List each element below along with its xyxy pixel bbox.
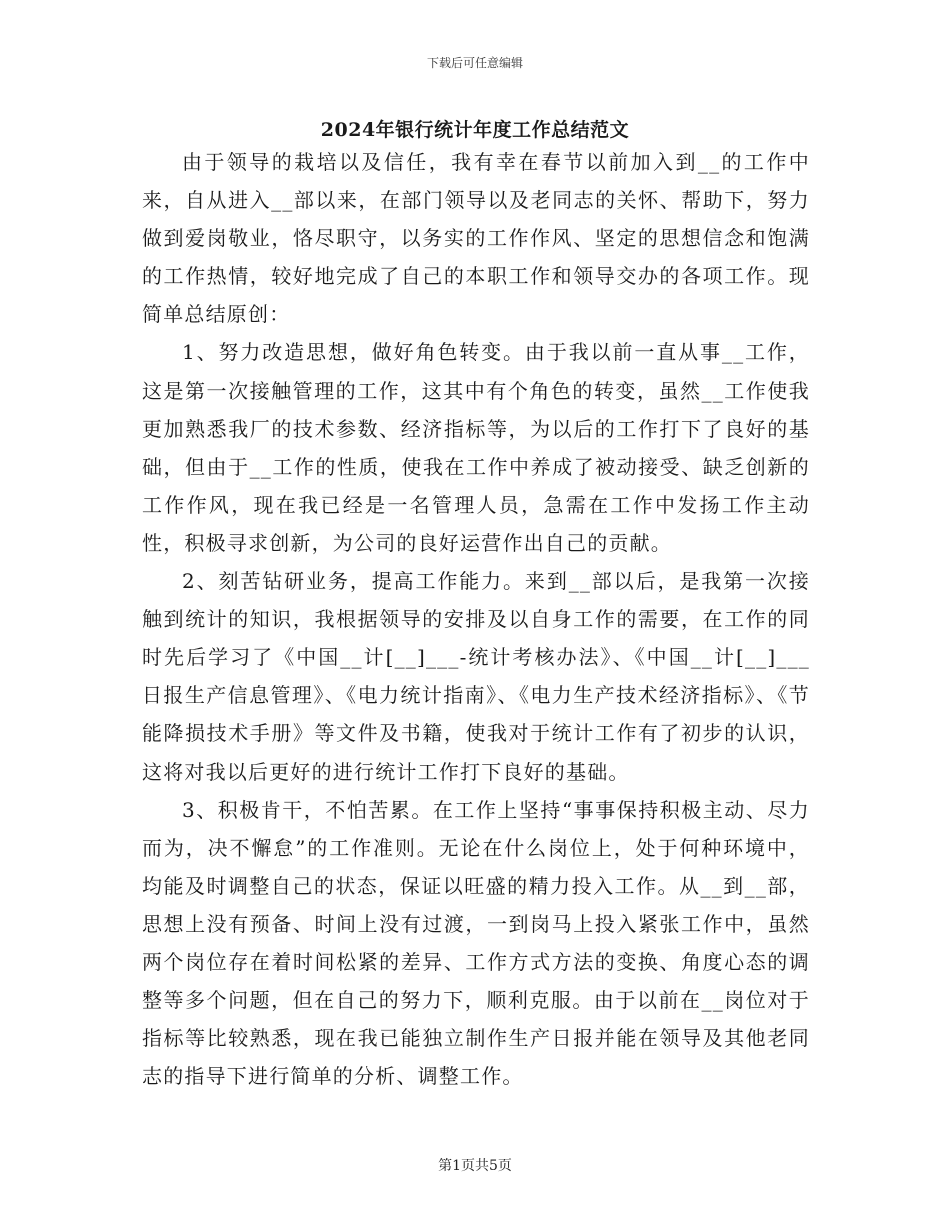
- paragraph-intro: 由于领导的栽培以及信任，我有幸在春节以前加入到__的工作中来，自从进入__部以来，在部门领导以及老同志的关怀、帮助下，努力做到爱岗敬业，恪尽职守，以务实的工作作风、坚定的思想信念和饱满的工作热情，较好地完成了自己的本职工作和领导交办的各项工作。现简单总结原创：: [142, 150, 810, 327]
- document-body: [142, 143, 810, 1095]
- paragraph-2: 2、刻苦钻研业务，提高工作能力。来到__部以后，是我第一次接触到统计的知识，我根据领导的安排及以自身工作的需要，在工作的同时先后学习了《中国__计[__]___-统计考核办法》、《中国__计[__]___日报生产信息管理》、《电力统计指南》、《电力生产技术经济指标》、《节能降损技术手册》等文件及书籍，使我对于统计工作有了初步的认识，这将对我以后更好的进行统计工作打下良好的基础。: [142, 569, 810, 784]
- paragraph-1: 1、努力改造思想，做好角色转变。由于我以前一直从事__工作，这是第一次接触管理的工作，这其中有个角色的转变，虽然__工作使我更加熟悉我厂的技术参数、经济指标等，为以后的工作打下了良好的基础，但由于__工作的性质，使我在工作中养成了被动接受、缺乏创新的工作作风，现在我已经是一名管理人员，急需在工作中发扬工作主动性，积极寻求创新，为公司的良好运营作出自己的贡献。: [142, 340, 810, 555]
- document-title: 2024年银行统计年度工作总结范文: [320, 119, 630, 141]
- header-note: 下载后可任意编辑: [426, 56, 523, 70]
- paragraph-3: 3、积极肯干，不怕苦累。在工作上坚持“事事保持积极主动、尽力而为，决不懈怠”的工作准则。无论在什么岗位上，处于何种环境中，均能及时调整自己的状态，保证以旺盛的精力投入工作。从__到__部，思想上没有预备、时间上没有过渡，一到岗马上投入紧张工作中，虽然两个岗位存在着时间松紧的差异、工作方式方法的变换、角度心态的调整等多个问题，但在自己的努力下，顺利克服。由于以前在__岗位对于指标等比较熟悉，现在我已能独立制作生产日报并能在领导及其他老同志的指导下进行简单的分析、调整工作。: [142, 797, 810, 1089]
- page-footer: 第1页共5页: [438, 1158, 512, 1174]
